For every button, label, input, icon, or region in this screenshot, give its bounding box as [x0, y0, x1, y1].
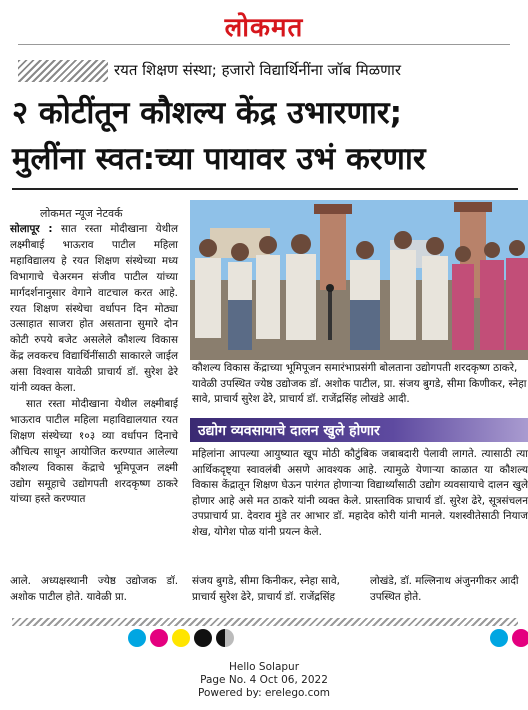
article-right-column: महिलांना आपल्या आयुष्यात खूप मोठी कौटुंबिक जबाबदारी पेलावी लागते. त्यासाठी त्या आर्थिकदृष्ट्या स्वावलंबी असणे आवश्यक आहे. त्यामुळे येणाऱ्या काळात या कौशल्य विकास केंद्रातून शिक्षण घेऊन पारंगत होणाऱ्या विद्यार्थ्यांसाठी उद्योग व्यवसायाचे दालन खुले होणार आहे असे मत ठाकरे यांनी व्यक्त केले. प्रास्ताविक प्राचार्य डॉ. सुरेश ढेरे, सूत्रसंचलन उपप्राचार्य प्रा. देवराव मुंडे तर आभार डॉ. महादेव कोरी यांनी मानले. यशस्वीतेसाठी नियाज शेख, योगेश पोळ यांनी प्रयत्न केले.: [192, 448, 528, 538]
footer-powered-by[interactable]: Powered by: erelego.com: [197, 687, 331, 699]
cyan-dot-icon: [490, 629, 508, 647]
newspaper-logo: लोकमत: [224, 13, 304, 43]
subheading-banner: उद्योग व्यवसायाचे दालन खुले होणार: [190, 418, 528, 442]
yellow-dot-icon: [172, 629, 190, 647]
article-para-1: [10, 222, 178, 397]
article-left-column: [10, 222, 178, 508]
black-dot-icon: [194, 629, 212, 647]
group-photo-illustration: [190, 200, 528, 360]
gray-half-dot-icon: [216, 629, 234, 647]
article-para-1-text: सात रस्ता मोदीखाना येथील लक्ष्मीबाई भाऊराव पाटील महिला महाविद्यालय हे रयत शिक्षण संस्थेच्या मध्य विभागाचे चेअरमन संजीव पाटील यांच्या मार्गदर्शनानुसार वेगाने वाटचाल करत आहे. रयत शिक्षण संस्थेचा वर्धापन दिन मोठ्या उत्साहात साजरा होत असताना सुमारे दोन कोटी रुपये बजेट असलेले कौशल्य विकास केंद्र लवकरच विद्यार्थिनींसाठी साकारले जाईल असा विश्वास यावेळी प्राचार्य डॉ. सुरेश ढेरे यांनी व्यक्त केला.: [10, 223, 178, 395]
headline-divider: [12, 188, 518, 190]
kicker-text: रयत शिक्षण संस्था; हजारो विद्यार्थिनींना जॉब मिळणार: [114, 61, 402, 79]
headline-line-2: मुलींना स्वत:च्या पायावर उभं करणार: [12, 141, 426, 177]
color-registration-marks-right: [490, 629, 528, 647]
photo-caption: कौशल्य विकास केंद्राच्या भूमिपूजन समारंभाप्रसंगी बोलताना उद्योगपती शरदकृष्ण ठाकरे, यावेळी उपस्थित ज्येष्ठ उद्योजक डॉ. अशोक पाटील, प्रा. संजय बुगडे, सीमा किणीकर, स्नेहा सावे, प्राचार्य सुरेश ढेरे, प्राचार्य डॉ. राजेंद्रसिंह लोखंडे आदी.: [192, 362, 527, 405]
page-footer: [0, 661, 528, 700]
footer-page-date: Page No. 4 Oct 06, 2022: [200, 674, 328, 686]
event-photo: [190, 200, 528, 360]
article-continuation-right: लोखंडे, डॉ. मल्लिनाथ अंजुनगीकर आदी उपस्थित होते.: [370, 575, 519, 603]
cyan-dot-icon: [128, 629, 146, 647]
dateline: सोलापूर :: [10, 223, 53, 235]
color-registration-marks-left: [128, 629, 234, 647]
article-para-2: सात रस्ता मोदीखाना येथील लक्ष्मीबाई भाऊराव पाटील महिला महाविद्यालयात रयत शिक्षण संस्थेच्या १०३ व्या वर्धापन दिनाचे औचित्य साधून आयोजित करण्यात आलेल्या कौशल्य विकास केंद्राचे भूमिपूजन लक्ष्मी उद्योग समूहाचे उद्योगपती शरदकृष्ण ठाकरे यांच्या हस्ते करण्यात: [10, 397, 178, 506]
magenta-dot-icon: [512, 629, 528, 647]
headline: [12, 90, 522, 182]
masthead-divider: [18, 44, 510, 45]
byline: लोकमत न्यूज नेटवर्क: [40, 207, 123, 220]
kicker-stripe: [18, 60, 108, 82]
headline-line-1: २ कोटींतून कौशल्य केंद्र उभारणार;: [12, 95, 402, 131]
footer-publication: Hello Solapur: [228, 661, 300, 673]
magenta-dot-icon: [150, 629, 168, 647]
article-continuation-mid: संजय बुगडे, सीमा किनीकर, स्नेहा सावे, प्राचार्य सुरेश ढेरे, प्राचार्य डॉ. राजेंद्रसिंह: [192, 575, 340, 603]
article-continuation-left: आले. अध्यक्षस्थानी ज्येष्ठ उद्योजक डॉ. अशोक पाटील होते. यावेळी प्रा.: [10, 575, 178, 603]
bottom-hatched-band: [12, 618, 518, 626]
